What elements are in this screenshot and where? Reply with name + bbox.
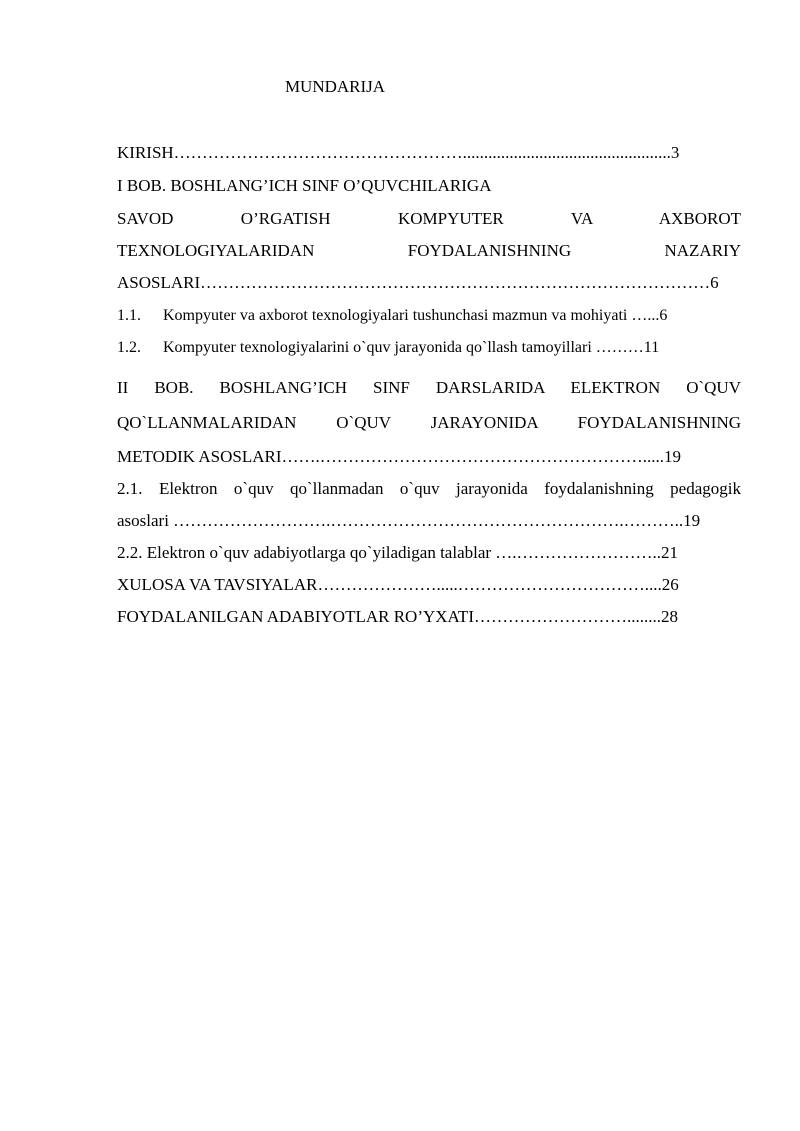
- toc-entry-kirish: KIRISH…………………………………………….................................................3: [117, 143, 680, 162]
- toc-entry-bob2-line3: METODIK ASOSLARI…….………………………………………………….....19: [117, 447, 682, 466]
- toc-entry-bob2-line2: QO`LLANMALARIDAN O`QUV JARAYONIDA FOYDALANISHNING: [117, 413, 741, 432]
- page-title: MUNDARIJA: [284, 77, 386, 96]
- toc-entry-xulosa: XULOSA VA TAVSIYALAR………………….....……………………………....26: [117, 575, 679, 594]
- toc-entry-section-1-1: [117, 306, 741, 326]
- toc-entry-foydalanilgan: FOYDALANILGAN ADABIYOTLAR RO’YXATI………………………........28: [117, 607, 678, 626]
- toc-entry-section-2-1-line2: asoslari ……………………….…………………………………………….………..19: [117, 511, 701, 530]
- toc-entry-bob1-line2: SAVOD O’RGATISH KOMPYUTER VA AXBOROT: [117, 209, 741, 228]
- section-number: 1.1.: [117, 307, 141, 324]
- toc-entry-bob1-line3: TEXNOLOGIYALARIDAN FOYDALANISHNING NAZARIY: [117, 241, 741, 260]
- toc-entry-bob1-line1: I BOB. BOSHLANG’ICH SINF O’QUVCHILARIGA: [117, 176, 492, 195]
- toc-entry-bob2-line1: II BOB. BOSHLANG’ICH SINF DARSLARIDA ELEKTRON O`QUV: [117, 378, 741, 397]
- toc-entry-bob1-line4: ASOSLARI………………………………………………………………………………6: [117, 273, 719, 292]
- section-title: Kompyuter va axborot texnologiyalari tushunchasi mazmun va mohiyati …...6: [163, 307, 668, 324]
- toc-entry-section-1-2: [117, 338, 741, 358]
- section-number: 1.2.: [117, 339, 141, 356]
- section-title: Kompyuter texnologiyalarini o`quv jarayonida qo`llash tamoyillari ………11: [163, 339, 660, 356]
- toc-entry-section-2-1-line1: 2.1. Elektron o`quv qo`llanmadan o`quv jarayonida foydalanishning pedagogik: [117, 479, 741, 498]
- toc-entry-section-2-2: 2.2. Elektron o`quv adabiyotlarga qo`yiladigan talablar ….……………………..21: [117, 543, 679, 562]
